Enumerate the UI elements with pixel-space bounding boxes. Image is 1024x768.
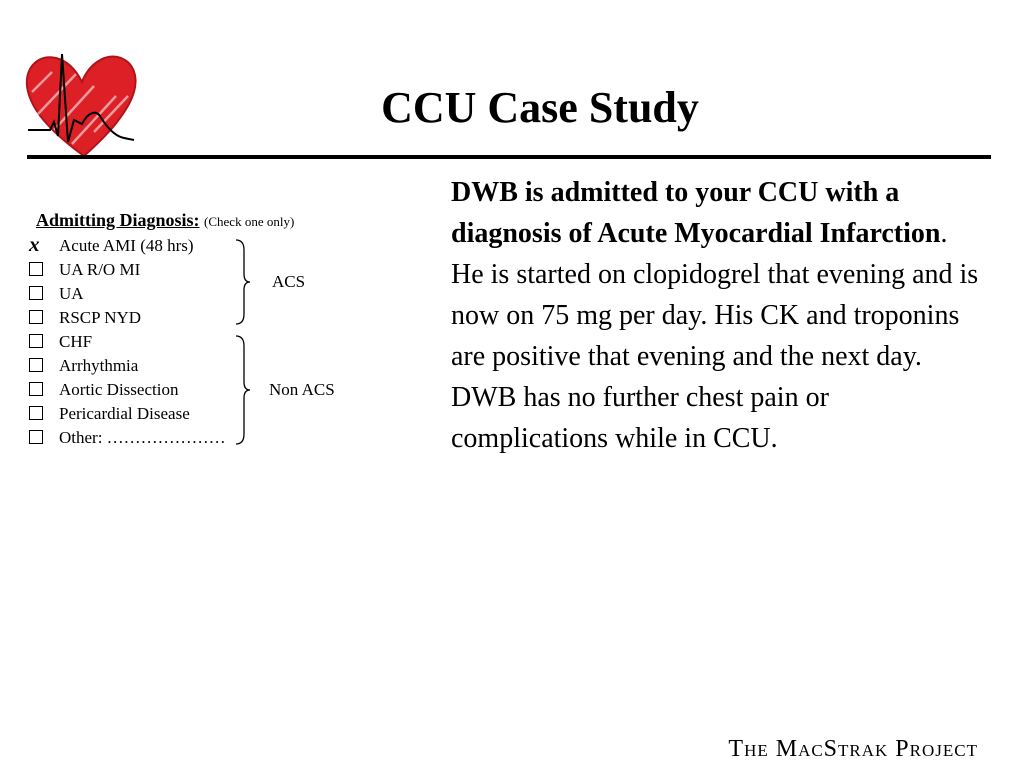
- acs-group-label: ACS: [272, 272, 306, 291]
- option-label: RSCP NYD: [59, 308, 142, 327]
- option-ua-ro-mi[interactable]: [29, 259, 269, 283]
- checkbox[interactable]: [29, 286, 43, 300]
- checkbox[interactable]: [29, 262, 43, 276]
- checkbox[interactable]: [29, 382, 43, 396]
- case-description: [451, 172, 986, 459]
- option-acute-ami[interactable]: [29, 232, 269, 259]
- option-other[interactable]: [29, 427, 269, 451]
- option-label: Arrhythmia: [59, 356, 139, 375]
- checkbox[interactable]: [29, 334, 43, 348]
- option-pericardial-disease[interactable]: [29, 403, 269, 427]
- option-label: Acute AMI (48 hrs): [59, 236, 194, 255]
- option-label: Other: …………………: [59, 428, 226, 447]
- option-label: UA R/O MI: [59, 260, 141, 279]
- checkbox[interactable]: [29, 430, 43, 444]
- admitting-diagnosis-label: Admitting Diagnosis:: [36, 210, 200, 230]
- non-acs-group-label: Non ACS: [269, 380, 335, 399]
- heart-ecg-icon: [24, 52, 140, 158]
- option-arrhythmia[interactable]: [29, 355, 269, 379]
- diagnosis-options: [29, 232, 269, 451]
- checkbox[interactable]: [29, 310, 43, 324]
- non-acs-brace-icon: [234, 334, 254, 446]
- admitting-diagnosis-header: [36, 210, 294, 231]
- option-rscp-nyd[interactable]: [29, 307, 269, 331]
- check-one-hint: (Check one only): [204, 214, 295, 229]
- option-aortic-dissection[interactable]: [29, 379, 269, 403]
- case-description-bold: DWB is admitted to your CCU with a diagnosis of Acute Myocardial Infarction: [451, 177, 941, 249]
- option-label: UA: [59, 284, 84, 303]
- slide-title: CCU Case Study: [381, 83, 699, 132]
- heart-ecg-logo: [24, 52, 140, 158]
- option-label: CHF: [59, 332, 93, 351]
- checkbox[interactable]: [29, 358, 43, 372]
- option-ua[interactable]: [29, 283, 269, 307]
- option-label: Pericardial Disease: [59, 404, 190, 423]
- title-divider: [27, 155, 991, 159]
- acs-brace-icon: [234, 238, 254, 326]
- checkbox[interactable]: [29, 406, 43, 420]
- option-label: Aortic Dissection: [59, 380, 179, 399]
- case-description-rest: . He is started on clopidogrel that evening and is now on 75 mg per day. His CK and troponins are positive that evening and the next day. DWB has no further chest pain or complications while in CCU.: [451, 218, 979, 454]
- option-chf[interactable]: [29, 331, 269, 355]
- footer-project-name: The MacStrak Project: [728, 736, 978, 762]
- x-check-icon[interactable]: x: [29, 232, 40, 256]
